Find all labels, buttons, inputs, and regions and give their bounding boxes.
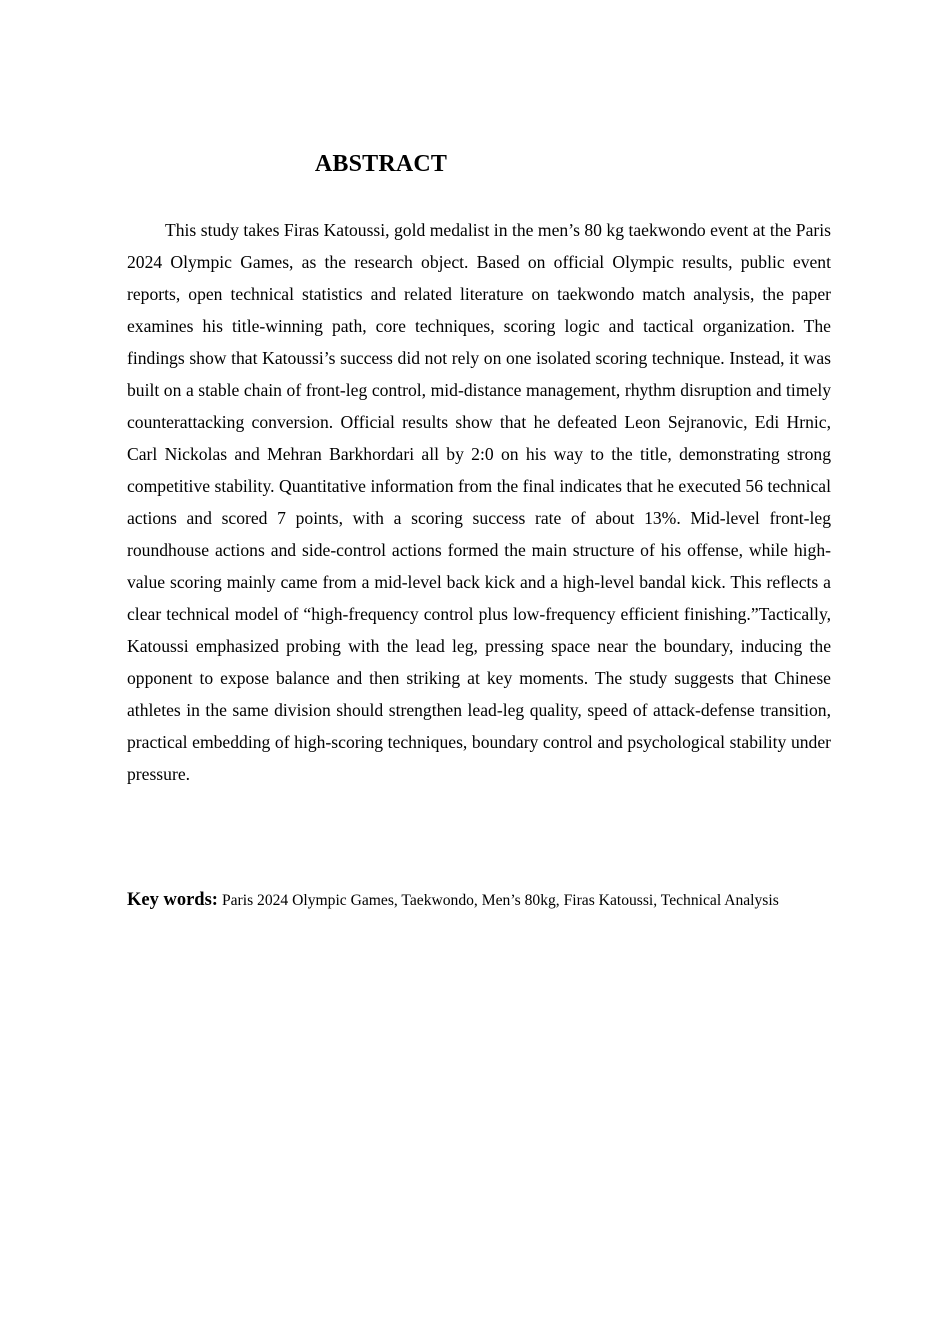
keywords-label: Key words: <box>127 890 218 910</box>
keywords-list: Paris 2024 Olympic Games, Taekwondo, Men’s 80kg, Firas Katoussi, Technical Analysis <box>221 892 779 909</box>
abstract-heading: ABSTRACT <box>314 151 448 177</box>
keywords-line <box>127 884 847 917</box>
abstract-paragraph: This study takes Firas Katoussi, gold medalist in the men’s 80 kg taekwondo event at the Paris 2024 Olympic Games, as the research object. Based on official Olympic results, public event reports, open technical statistics and related literature on taekwondo match analysis, the paper examines his title-winning path, core techniques, scoring logic and tactical organization. The findings show that Katoussi’s success did not rely on one isolated scoring technique. Instead, it was built on a stable chain of front-leg control, mid-distance management, rhythm disruption and timely counterattacking conversion. Official results show that he defeated Leon Sejranovic, Edi Hrnic, Carl Nickolas and Mehran Barkhordari all by 2:0 on his way to the title, demonstrating strong competitive stability. Quantitative information from the final indicates that he executed 56 technical actions and scored 7 points, with a scoring success rate of about 13%. Mid-level front-leg roundhouse actions and side-control actions formed the main structure of his offense, while high-value scoring mainly came from a mid-level back kick and a high-level bandal kick. This reflects a clear technical model of “high-frequency control plus low-frequency efficient finishing.”Tactically, Katoussi emphasized probing with the lead leg, pressing space near the boundary, inducing the opponent to expose balance and then striking at key moments. The study suggests that Chinese athletes in the same division should strengthen lead-leg quality, speed of attack-defense transition, practical embedding of high-scoring techniques, boundary control and psychological stability under pressure. <box>127 220 831 784</box>
